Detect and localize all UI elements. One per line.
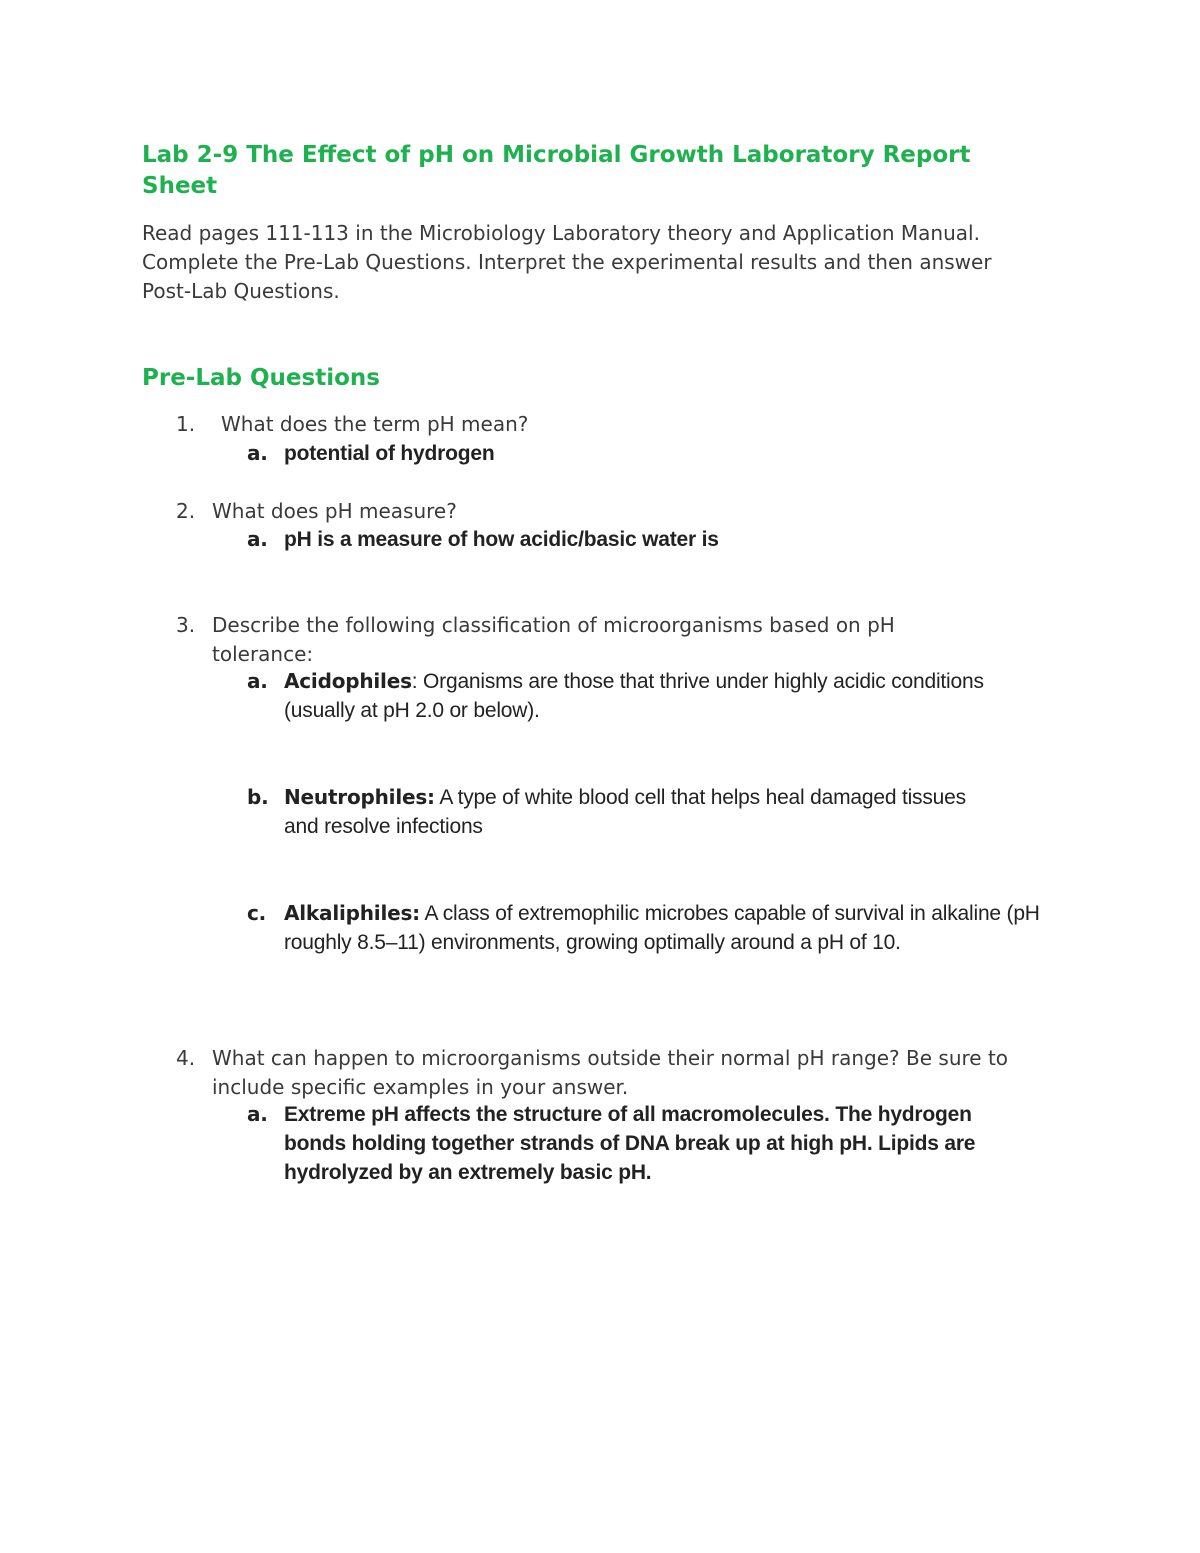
answer-body	[284, 783, 1004, 841]
answer-2a	[247, 525, 1067, 555]
answer-letter: a.	[247, 1102, 268, 1126]
question-text: What does the term pH mean?	[221, 412, 529, 436]
answer-letter: c.	[247, 901, 267, 925]
document-title: Lab 2-9 The Effect of pH on Microbial Growth Laboratory Report Sheet	[142, 142, 971, 199]
answer-3b	[247, 783, 1067, 843]
answer-letter: a.	[247, 527, 268, 551]
question-number: 4.	[176, 1046, 196, 1070]
answer-term: Acidophiles	[284, 669, 412, 693]
question-number: 2.	[176, 499, 196, 523]
question-1	[176, 410, 1056, 440]
question-text: What does pH measure?	[212, 499, 457, 523]
question-3	[176, 611, 1056, 671]
question-text: What can happen to microorganisms outside their normal pH range? Be sure to include specific examples in your answer.	[212, 1046, 1009, 1099]
answer-letter: a.	[247, 669, 268, 693]
answer-term: Alkaliphiles:	[284, 901, 420, 925]
question-number: 3.	[176, 613, 196, 637]
answer-text: potential of hydrogen	[284, 442, 495, 465]
section-heading-pre-lab: Pre-Lab Questions	[142, 365, 380, 391]
answer-text: Extreme pH affects the structure of all macromolecules. The hydrogen bonds holding together strands of DNA break up at high pH. Lipids are hydrolyzed by an extremely basic pH.	[284, 1103, 976, 1184]
question-4	[176, 1044, 1076, 1104]
intro-paragraph: Read pages 111-113 in the Microbiology Laboratory theory and Application Manual. Complete the Pre-Lab Questions. Interpret the experimental results and then answer Post-Lab Questions.	[142, 221, 992, 303]
answer-letter: b.	[247, 785, 269, 809]
answer-1a	[247, 439, 1067, 469]
answer-3c	[247, 899, 1067, 989]
question-2	[176, 497, 1056, 527]
answer-text: A type of white blood cell that helps heal damaged tissues and resolve infections	[284, 786, 966, 838]
answer-body	[284, 899, 1064, 957]
answer-letter: a.	[247, 441, 268, 465]
answer-body	[284, 667, 984, 725]
answer-4a	[247, 1100, 1067, 1190]
question-number: 1.	[176, 412, 196, 436]
answer-text: A class of extremophilic microbes capable of survival in alkaline (pH roughly 8.5–11) environments, growing optimally around a pH of 10.	[284, 902, 1040, 954]
question-text: Describe the following classification of microorganisms based on pH tolerance:	[212, 613, 895, 666]
answer-text: pH is a measure of how acidic/basic water is	[284, 528, 719, 551]
answer-text: : Organisms are those that thrive under highly acidic conditions (usually at pH 2.0 or below).	[284, 670, 984, 722]
answer-term: Neutrophiles:	[284, 785, 435, 809]
answer-3a	[247, 667, 1067, 727]
